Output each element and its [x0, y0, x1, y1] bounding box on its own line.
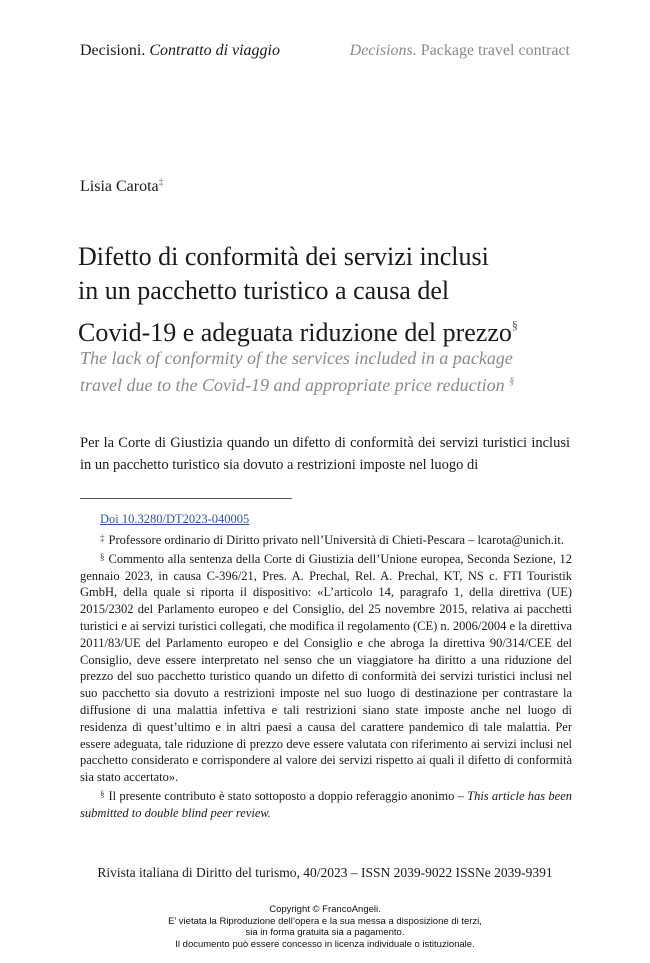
header-right-section: Decisions. [349, 42, 417, 59]
copyright-line: Il documento può essere concesso in licenza individuale o istituzionale. [175, 938, 475, 950]
header-left [80, 42, 280, 60]
author-line [80, 177, 164, 196]
header-left-topic: Contratto di viaggio [149, 42, 280, 59]
title-line: Covid-19 e adeguata riduzione del prezzo§ [78, 318, 518, 347]
footnote-author [80, 530, 572, 549]
copyright-line: Copyright © FrancoAngeli. [269, 904, 381, 915]
footnote-comment [80, 549, 572, 786]
doi-link[interactable]: Doi 10.3280/DT2023-040005 [100, 512, 250, 526]
article-subtitle [80, 346, 575, 397]
title-footnote-mark[interactable]: § [511, 318, 518, 332]
journal-citation: Rivista italiana di Diritto del turismo, 40/2023 – ISSN 2039-9022 ISSNe 2039-9391 [97, 865, 553, 880]
subtitle-footnote-mark[interactable]: § [509, 376, 515, 387]
author-name: Lisia Carota [80, 178, 159, 195]
author-footnote-mark[interactable]: ‡ [158, 177, 164, 188]
footnote-text-english: This article has been submitted to double blind peer review. [80, 788, 573, 820]
header-right-topic: Package travel contract [420, 42, 570, 59]
footnote-mark: § [100, 551, 105, 562]
footnote-review [80, 786, 572, 822]
subtitle-line: travel due to the Covid-19 and appropriate price reduction § [80, 375, 515, 395]
copyright-line: sia in forma gratuita sia a pagamento. [245, 927, 405, 938]
footnote-text: Il presente contributo è stato sottoposto a doppio referaggio anonimo – [108, 788, 464, 803]
subtitle-line: The lack of conformity of the services included in a package [80, 348, 513, 368]
running-header [80, 42, 570, 66]
body-paragraph: Per la Corte di Giustizia quando un difetto di conformità dei servizi turistici inclusi in un pacchetto turistico sia dovuto a restrizioni imposte nel luogo di [80, 435, 570, 473]
header-left-section: Decisioni. [80, 42, 146, 59]
title-line: in un pacchetto turistico a causa del [78, 276, 450, 305]
footnote-separator [80, 498, 292, 499]
header-right [350, 42, 570, 60]
copyright-line: E’ vietata la Riproduzione dell’opera e la sua messa a disposizione di terzi, [168, 915, 482, 927]
title-line: Difetto di conformità dei servizi inclusi [78, 242, 489, 271]
footnotes [80, 530, 572, 822]
article-title [78, 240, 578, 350]
footnote-text: Commento alla sentenza della Corte di Giustizia dell’Unione europea, Seconda Sezione, 12 gennaio 2023, in causa C-396/21, Pres. A. Prechal, Rel. A. Prechal, KT, NS c. FTI Touristik GmbH, della quale si riporta il dispositivo: «L’articolo 14, paragrafo 1, della direttiva (UE) 2015/2302 del Parlamento europeo e del Consiglio, del 25 novembre 2015, relativa ai pacchetti turistici e ai servizi turistici collegati, che modifica il regolamento (CE) n. 2006/2004 e la direttiva 2011/83/UE del Parlamento europeo e del Consiglio e che abroga la direttiva 90/314/CEE del Consiglio, deve essere interpretato nel senso che un viaggiatore ha diritto a una riduzione del prezzo del suo pacchetto turistico quando un difetto di conformità dei servizi turistici inclusi nel suo pacchetto sia dovuto a restrizioni imposte nel suo luogo di destinazione per contrastare la diffusione di una malattia infettiva e tali restrizioni siano state imposte anche nel luogo di residenza di quest’ultimo e in altri paesi a causa del carattere pandemico di tale malattia. Per essere adeguata, tale riduzione di prezzo deve essere valutata con riferimento ai servizi inclusi nel pacchetto considerato e corrispondere al valore dei servizi rispetto ai quali il difetto di conformità sia stato accertato». [80, 551, 572, 785]
copyright-notice [0, 904, 650, 950]
footnote-text: Professore ordinario di Diritto privato nell’Università di Chieti-Pescara – lcarota@unich.it. [108, 533, 564, 547]
footnote-mark: ‡ [100, 533, 105, 543]
footnote-mark: § [100, 788, 105, 799]
